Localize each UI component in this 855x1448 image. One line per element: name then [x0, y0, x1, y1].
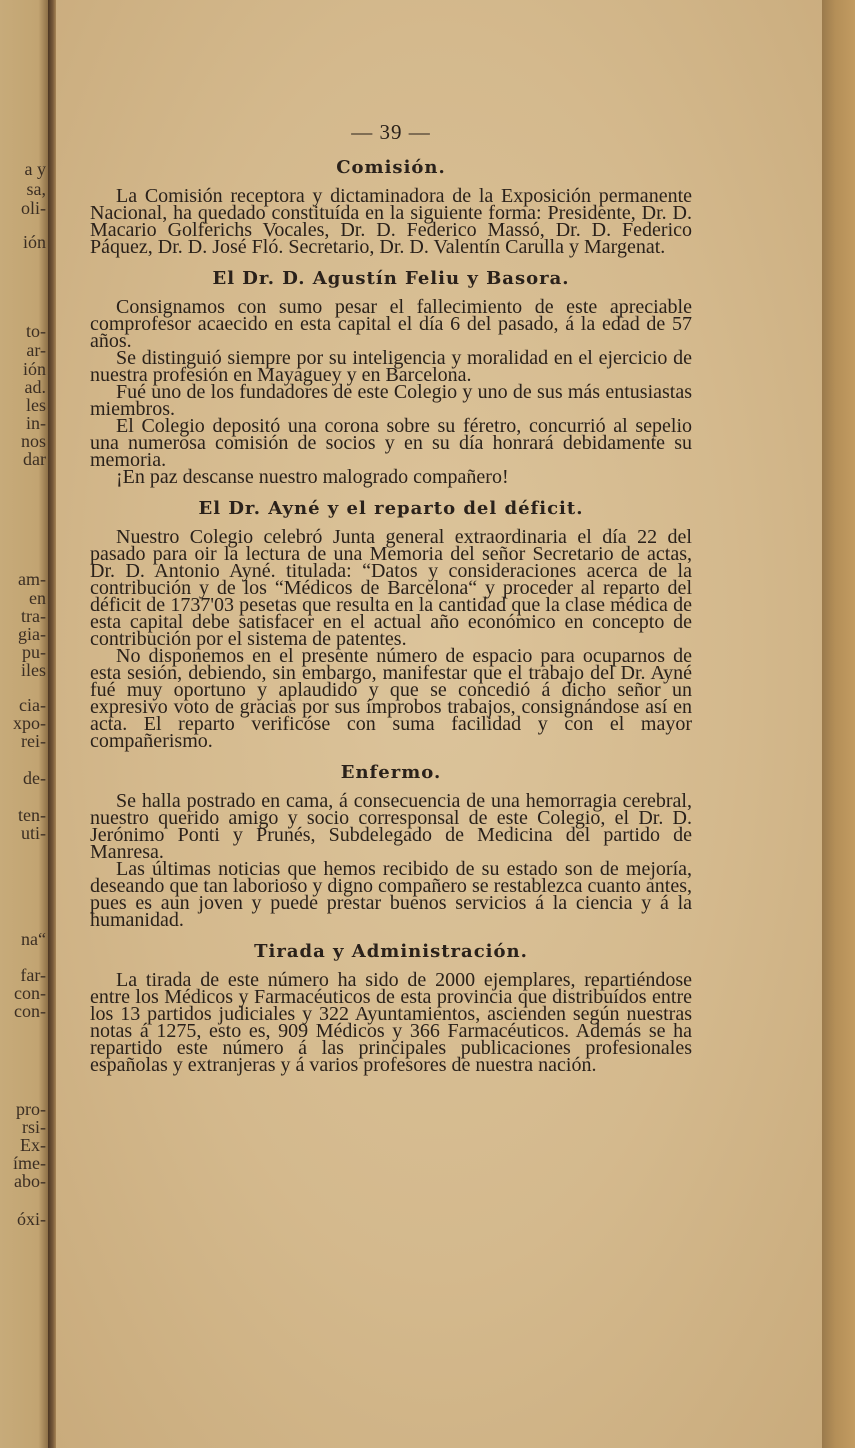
facing-page-fragment: en — [29, 588, 46, 608]
paragraph: Se distinguió siempre por su inteligencia y moralidad en el ejercicio de nuestra profesión en Mayaguey y en Barcelona. — [90, 347, 692, 386]
section-tirada — [90, 941, 692, 1074]
section-ayne-deficit — [90, 498, 692, 750]
facing-page-fragment: ión — [22, 232, 46, 252]
paragraph: Se halla postrado en cama, á consecuencia de una hemorragia cerebral, nuestro querido amigo y socio corresponsal de este Colegio, el Dr. D. Jerónimo Ponti y Prunés, Subdelegado de Medicina del partido de Manresa. — [90, 790, 692, 863]
facing-page-fragment: cia- — [19, 695, 46, 715]
paragraph: No disponemos en el presente número de espacio para ocuparnos de esta sesión, debiendo, sin embargo, manifestar que el trabajo del Dr. Ayné fué muy oportuno y aplaudido y que se concedió á dicho señor un expresivo voto de gracias por sus ímprobos trabajos, consignándose así en acta. El reparto verificóse con suma facilidad y con el mayor compañerismo. — [90, 645, 692, 752]
section-title: Enfermo. — [340, 762, 442, 783]
section-title: El Dr. D. Agustín Feliu y Basora. — [212, 268, 570, 289]
facing-page-fragment: ión — [22, 359, 46, 379]
paragraph: Nuestro Colegio celebró Junta general extraordinaria el día 22 del pasado para oir la lectura de una Memoria del señor Secretario de actas, Dr. D. Antonio Ayné. titulada: “Datos y consideraciones acerca de la contribución y de los “Médicos de Barcelona“ y proceder al reparto del déficit de 1737'03 pesetas que resulta en la cantidad que la clase médica de esta capital debe satisfacer en el actual año económico en concepto de contribución por el sistema de patentes. — [90, 526, 692, 650]
paragraph: Las últimas noticias que hemos recibido de su estado son de mejoría, deseando que tan laborioso y digno compañero se restablezca cuanto antes, pues es aun joven y puede prestar buenos servicios á la ciencia y á la humanidad. — [90, 858, 692, 931]
section-title: Comisión. — [336, 157, 446, 178]
paragraph: Consignamos con sumo pesar el fallecimiento de este apreciable comprofesor acaecido en esta capital el día 6 del pasado, á la edad de 57 años. — [90, 296, 692, 352]
facing-page-fragment: rsi- — [22, 1117, 46, 1137]
section-title: Tirada y Administración. — [254, 941, 528, 962]
facing-page-fragment: pro- — [16, 1099, 46, 1119]
page-content — [90, 120, 692, 1078]
paragraph: La tirada de este número ha sido de 2000 ejemplares, repartiéndose entre los Médicos y Farmacéuticos de esta provincia que distribuídos entre los 13 partidos judiciales y 322 Ayuntamientos, ascienden según nuestras notas á 1275, esto es, 909 Médicos y 366 Farmacéuticos. Además se ha repartido este número á las principales publicaciones profesionales españolas y extranjeras y á varios profesores de nuestra nación. — [90, 969, 692, 1076]
facing-page-fragment: les — [26, 395, 46, 415]
section-obituary-feliu — [90, 268, 692, 486]
facing-page-fragment: dar — [23, 449, 46, 469]
facing-page-fragment: abo- — [14, 1171, 46, 1191]
facing-page-fragment: nos — [20, 431, 46, 451]
facing-page-fragment: Ex- — [20, 1135, 46, 1155]
facing-page-fragment: in- — [26, 413, 46, 433]
facing-page-fragment: a y — [24, 159, 46, 179]
section-title: El Dr. Ayné y el reparto del déficit. — [198, 498, 584, 519]
page-edge — [822, 0, 855, 1448]
paragraph: El Colegio depositó una corona sobre su féretro, concurrió al sepelio una numerosa comisión de socios y en su día honrará debidamente su memoria. — [90, 415, 692, 471]
facing-page-fragment: xpo- — [13, 713, 46, 733]
paragraph: ¡En paz descanse nuestro malogrado compañero! — [116, 466, 509, 488]
facing-page-fragment: rei- — [21, 731, 46, 751]
facing-page-fragment: tra- — [21, 606, 46, 626]
facing-page-fragment: far- — [20, 965, 46, 985]
page-number: — 39 — — [351, 120, 431, 144]
facing-page-fragment: uti- — [21, 823, 46, 843]
facing-page-fragment: ar- — [26, 340, 46, 360]
book-gutter — [48, 0, 56, 1448]
facing-page-fragment: sa, — [26, 179, 46, 199]
facing-page-fragment: con- — [14, 983, 46, 1003]
facing-page-fragment: am- — [18, 569, 46, 589]
facing-page-fragment: ten- — [18, 805, 46, 825]
facing-page-fragment: pu- — [22, 642, 46, 662]
facing-page-fragment: de- — [23, 768, 46, 788]
facing-page-fragment: íme- — [13, 1153, 46, 1173]
paragraph: Fué uno de los fundadores de este Colegio y uno de sus más entusiastas miembros. — [90, 381, 692, 420]
facing-page-fragment: na“ — [21, 929, 46, 949]
facing-page-fragment: gia- — [18, 624, 46, 644]
paragraph: La Comisión receptora y dictaminadora de la Exposición permanente Nacional, ha quedado constituída en la siguiente forma: Presidente, Dr. D. Macario Golferichs Vocales, Dr. D. Federico Massó, Dr. D. Federico Páquez, Dr. D. José Fló. Secretario, Dr. D. Valentín Carulla y Margenat. — [90, 185, 692, 258]
section-enfermo — [90, 762, 692, 929]
facing-page-fragment: con- — [14, 1001, 46, 1021]
facing-page-fragment: to- — [26, 321, 46, 341]
section-comision — [90, 157, 692, 256]
facing-page-fragment: óxi- — [17, 1209, 46, 1229]
facing-page-edge — [0, 0, 48, 1448]
facing-page-fragment: oli- — [21, 198, 46, 218]
facing-page-fragment: ad. — [24, 377, 46, 397]
facing-page-fragment: iles — [21, 660, 46, 680]
